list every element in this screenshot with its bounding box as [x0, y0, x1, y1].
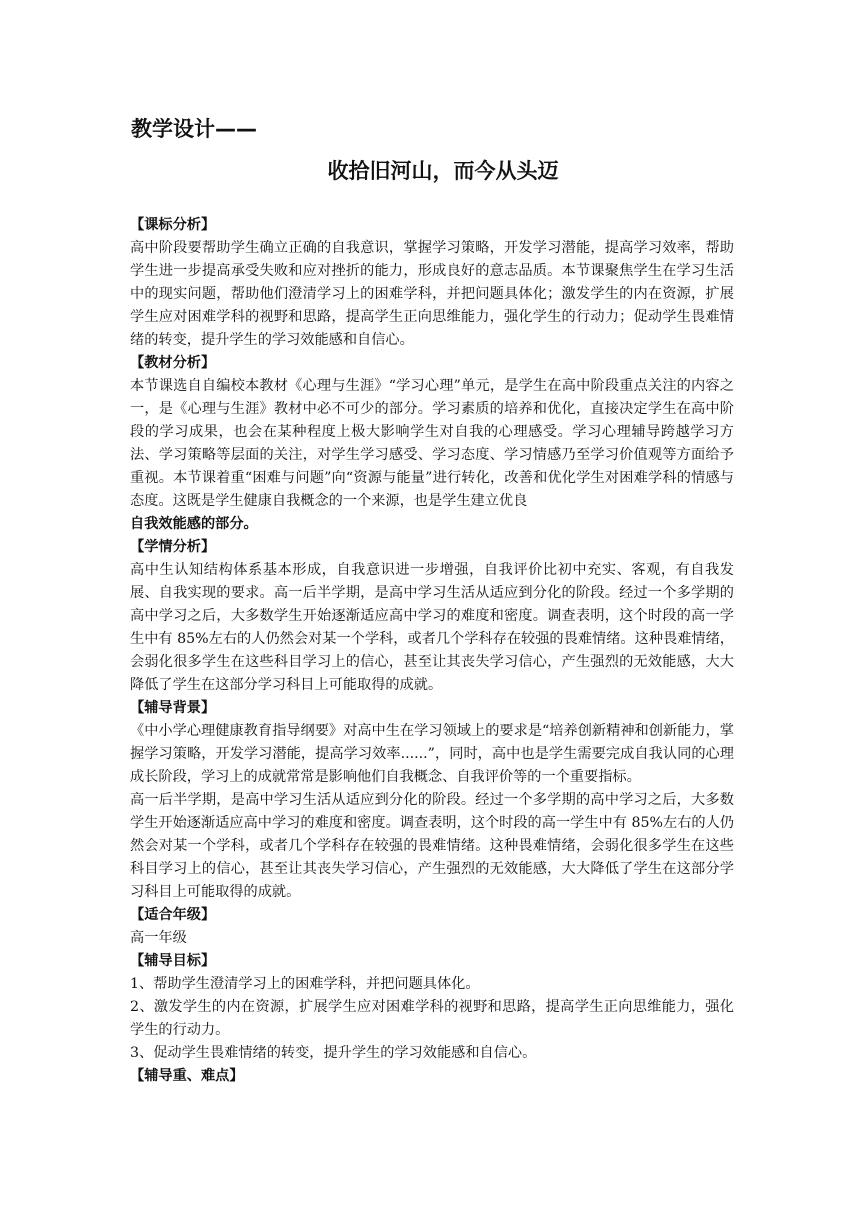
section-heading-keypoints: 【辅导重、难点】 — [130, 1068, 244, 1084]
section-text-curriculum: 高中阶段要帮助学生确立正确的自我意识，掌握学习策略，开发学习潜能，提高学习效率，帮助学生进一步提高承受失败和应对挫折的能力，形成良好的意志品质。本节课聚焦学生在学习生活中的现实问题，帮助他们澄清学习上的困难学科，并把问题具体化；激发学生的内在资源，扩展学生应对困难学科的视野和思路，提高学生正向思维能力，强化学生的行动力；促动学生畏难情绪的转变，提升学生的学习效能感和自信心。 — [130, 240, 734, 348]
goal-item: 3、促动学生畏难情绪的转变，提升学生的学习效能感和自信心。 — [130, 1045, 537, 1061]
goal-item: 1、帮助学生澄清学习上的困难学科，并把问题具体化。 — [130, 976, 480, 992]
goal-item: 2、激发学生的内在资源，扩展学生应对困难学科的视野和思路，提高学生正向思维能力，强化学生的行动力。 — [130, 999, 734, 1038]
document-subtitle: 收拾旧河山，而今从头迈 — [327, 159, 559, 183]
document-body — [130, 214, 734, 1088]
section-text-textbook — [130, 375, 734, 536]
textbook-text-main: 本节课选自自编校本教材《心理与生涯》“学习心理”单元，是学生在高中阶段重点关注的内容之一，是《心理与生涯》教材中必不可少的部分。学习素质的培养和优化，直接决定学生在高中阶段的学习成果，也会在某种程度上极大影响学生对自我的心理感受。学习心理辅导跨越学习方法、学习策略等层面的关注，对学生学习感受、学习态度、学习情感乃至学习价值观等方面给予重视。本节课着重“困难与问题”向“资源与能量”进行转化，改善和优化学生对困难学科的情感与态度。这既是学生健康自我概念的一个来源，也是学生建立优良 — [130, 378, 734, 509]
section-heading-background: 【辅导背景】 — [130, 700, 216, 716]
section-heading-curriculum: 【课标分析】 — [130, 217, 216, 233]
section-heading-textbook: 【教材分析】 — [130, 355, 216, 371]
section-text-students: 高中生认知结构体系基本形成，自我意识进一步增强，自我评价比初中充实、客观，有自我发展、自我实现的要求。高一后半学期，是高中学习生活从适应到分化的阶段。经过一个多学期的高中学习之后，大多数学生开始逐渐适应高中学习的难度和密度。调查表明，这个时段的高一学生中有 85%左右的人仍然会对某一个学科，或者几个学科存在较强的畏难情绪。这种畏难情绪，会弱化很多学生在这些科目学习上的信心，甚至让其丧失学习信心，产生强烈的无效能感，大大降低了学生在这部分学习科目上可能取得的成就。 — [130, 562, 734, 693]
document-title: 教学设计—— — [131, 117, 257, 141]
section-heading-grade: 【适合年级】 — [130, 907, 216, 923]
section-text-background-1: 《中小学心理健康教育指导纲要》对高中生在学习领域上的要求是“培养创新精神和创新能力，掌握学习策略，开发学习潜能，提高学习效率......”，同时，高中也是学生需要完成自我认同的心理成长阶段，学习上的成就常常是影响他们自我概念、自我评价等的一个重要指标。 — [130, 723, 734, 785]
section-text-background-2: 高一后半学期，是高中学习生活从适应到分化的阶段。经过一个多学期的高中学习之后，大多数学生开始逐渐适应高中学习的难度和密度。调查表明，这个时段的高一学生中有 85%左右的人仍然会对某一个学科，或者几个学科存在较强的畏难情绪。这种畏难情绪，会弱化很多学生在这些科目学习上的信心，甚至让其丧失学习信心，产生强烈的无效能感，大大降低了学生在这部分学习科目上可能取得的成就。 — [130, 792, 734, 900]
section-heading-students: 【学情分析】 — [130, 539, 216, 555]
textbook-text-tail: 自我效能感的部分。 — [130, 516, 258, 532]
section-text-grade: 高一年级 — [130, 930, 187, 946]
section-heading-goals: 【辅导目标】 — [130, 953, 216, 969]
